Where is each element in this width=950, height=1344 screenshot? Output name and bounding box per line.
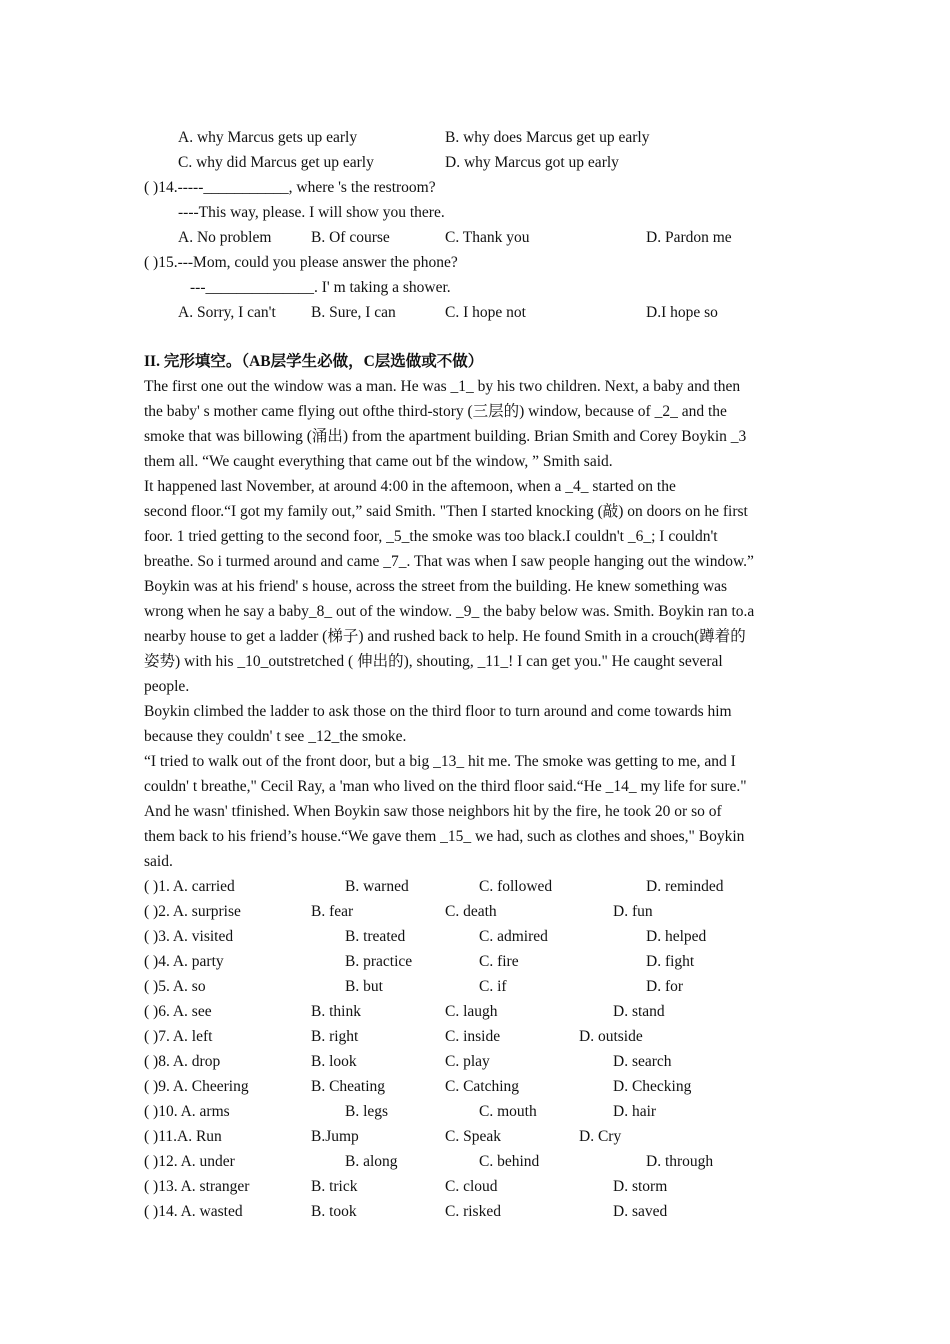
passage-line: people. <box>144 678 190 695</box>
q14-option-a: A. No problem <box>178 229 272 246</box>
question-a: ( )1. A. carried <box>144 878 235 895</box>
option-c: C. followed <box>479 878 553 895</box>
passage-line: because they couldn' t see _12_the smoke. <box>144 728 407 745</box>
passage-line: said. <box>144 853 173 870</box>
question-a: ( )2. A. surprise <box>144 903 241 920</box>
option-b: B. practice <box>345 953 413 970</box>
option-d: D. outside <box>579 1028 643 1045</box>
q14-option-b: B. Of course <box>311 229 390 246</box>
passage-line: the baby' s mother came flying out ofthe third-story (三层的) window, because of _2_ and the <box>144 403 727 420</box>
passage-line: Boykin was at his friend' s house, across the street from the building. He knew something was <box>144 578 728 595</box>
question-a: ( )10. A. arms <box>144 1103 230 1120</box>
option-b: B. warned <box>345 878 409 895</box>
passage-line: breathe. So i turmed around and came _7_. That was when I saw people hanging out the window.” <box>144 553 754 570</box>
passage-line: wrong when he say a baby_8_ out of the window. _9_ the baby below was. Smith. Boykin ran to.a <box>144 603 755 620</box>
question-a: ( )7. A. left <box>144 1028 213 1045</box>
option-d: D. Cry <box>579 1128 622 1145</box>
question-a: ( )3. A. visited <box>144 928 234 945</box>
option-b: B. but <box>345 978 383 995</box>
q15-stem: ( )15.---Mom, could you please answer the phone? <box>144 254 458 271</box>
option-b: B. right <box>311 1028 359 1045</box>
option-d: D. reminded <box>646 878 724 895</box>
option-c: C. mouth <box>479 1103 537 1120</box>
passage-line: smoke that was billowing (涌出) from the apartment building. Brian Smith and Corey Boykin _3 <box>144 428 747 445</box>
q15-option-d: D.I hope so <box>646 304 718 321</box>
option-c: C. admired <box>479 928 548 945</box>
q13-option-d: D. why Marcus got up early <box>445 154 619 171</box>
q13-option-b: B. why does Marcus get up early <box>445 129 650 146</box>
option-c: C. laugh <box>445 1003 498 1020</box>
question-a: ( )9. A. Cheering <box>144 1078 249 1095</box>
option-b: B. fear <box>311 903 354 920</box>
question-a: ( )11.A. Run <box>144 1128 222 1145</box>
option-d: D. saved <box>613 1203 668 1220</box>
passage-line: second floor.“I got my family out,” said Smith. "Then I started knocking (敲) on doors on he first <box>144 503 748 520</box>
option-c: C. risked <box>445 1203 501 1220</box>
passage-line: “I tried to walk out of the front door, but a big _13_ hit me. The smoke was getting to me, and I <box>144 753 736 770</box>
question-a: ( )14. A. wasted <box>144 1203 243 1220</box>
option-c: C. inside <box>445 1028 501 1045</box>
option-c: C. cloud <box>445 1178 498 1195</box>
option-b: B. along <box>345 1153 398 1170</box>
passage-line: The first one out the window was a man. He was _1_ by his two children. Next, a baby and then <box>144 378 741 395</box>
option-b: B. treated <box>345 928 406 945</box>
option-b: B. look <box>311 1053 357 1070</box>
q14-stem: ( )14.-----___________, where 's the restroom? <box>144 179 436 196</box>
option-b: B. legs <box>345 1103 389 1120</box>
option-b: B. took <box>311 1203 357 1220</box>
option-c: C. fire <box>479 953 519 970</box>
passage-line: foor. 1 tried getting to the second foor, _5_the smoke was too black.I couldn't _6_; I couldn't <box>144 528 718 545</box>
option-d: D. helped <box>646 928 707 945</box>
question-a: ( )6. A. see <box>144 1003 212 1020</box>
option-b: B. Cheating <box>311 1078 386 1095</box>
question-a: ( )5. A. so <box>144 978 206 995</box>
q15-line2: ---______________. I' m taking a shower. <box>190 279 451 296</box>
option-d: D. for <box>646 978 684 995</box>
passage-line: couldn' t breathe," Cecil Ray, a 'man who lived on the third floor said.“He _14_ my life for sure." <box>144 778 747 795</box>
q15-option-a: A. Sorry, I can't <box>178 304 276 321</box>
option-c: C. if <box>479 978 507 995</box>
option-b: B.Jump <box>311 1128 359 1145</box>
passage-line: nearby house to get a ladder (梯子) and rushed back to help. He found Smith in a crouch(蹲着的 <box>144 628 746 645</box>
q15-option-c: C. I hope not <box>445 304 526 321</box>
q14-option-d: D. Pardon me <box>646 229 732 246</box>
option-d: D. stand <box>613 1003 665 1020</box>
cloze-section-title: II. 完形填空。（AB层学生必做，C层选做或不做） <box>144 353 484 370</box>
q14-option-c: C. Thank you <box>445 229 530 246</box>
option-d: D. fight <box>646 953 695 970</box>
passage-line: 姿势) with his _10_outstretched ( 伸出的), shouting, _11_! I can get you." He caught several <box>144 653 723 670</box>
option-c: C. Speak <box>445 1128 501 1145</box>
option-b: B. think <box>311 1003 361 1020</box>
passage-line: And he wasn' tfinished. When Boykin saw those neighbors hit by the fire, he took 20 or so of <box>144 803 722 820</box>
q13-option-c: C. why did Marcus get up early <box>178 154 374 171</box>
option-c: C. Catching <box>445 1078 520 1095</box>
q14-line2: ----This way, please. I will show you there. <box>178 204 445 221</box>
q13-option-a: A. why Marcus gets up early <box>178 129 358 146</box>
question-a: ( )8. A. drop <box>144 1053 221 1070</box>
option-d: D. fun <box>613 903 653 920</box>
option-d: D. Checking <box>613 1078 692 1095</box>
option-d: D. storm <box>613 1178 668 1195</box>
option-c: C. behind <box>479 1153 540 1170</box>
option-d: D. hair <box>613 1103 657 1120</box>
passage-line: them all. “We caught everything that came out bf the window, ” Smith said. <box>144 453 613 470</box>
option-d: D. through <box>646 1153 714 1170</box>
option-d: D. search <box>613 1053 672 1070</box>
option-c: C. play <box>445 1053 490 1070</box>
question-a: ( )12. A. under <box>144 1153 235 1170</box>
option-c: C. death <box>445 903 497 920</box>
option-b: B. trick <box>311 1178 358 1195</box>
q15-option-b: B. Sure, I can <box>311 304 396 321</box>
passage-line: them back to his friend’s house.“We gave them _15_ we had, such as clothes and shoes," Boykin <box>144 828 745 845</box>
passage-line: It happened last November, at around 4:00 in the aftemoon, when a _4_ started on the <box>144 478 676 495</box>
question-a: ( )13. A. stranger <box>144 1178 250 1195</box>
question-a: ( )4. A. party <box>144 953 224 970</box>
passage-line: Boykin climbed the ladder to ask those on the third floor to turn around and come towards him <box>144 703 732 720</box>
